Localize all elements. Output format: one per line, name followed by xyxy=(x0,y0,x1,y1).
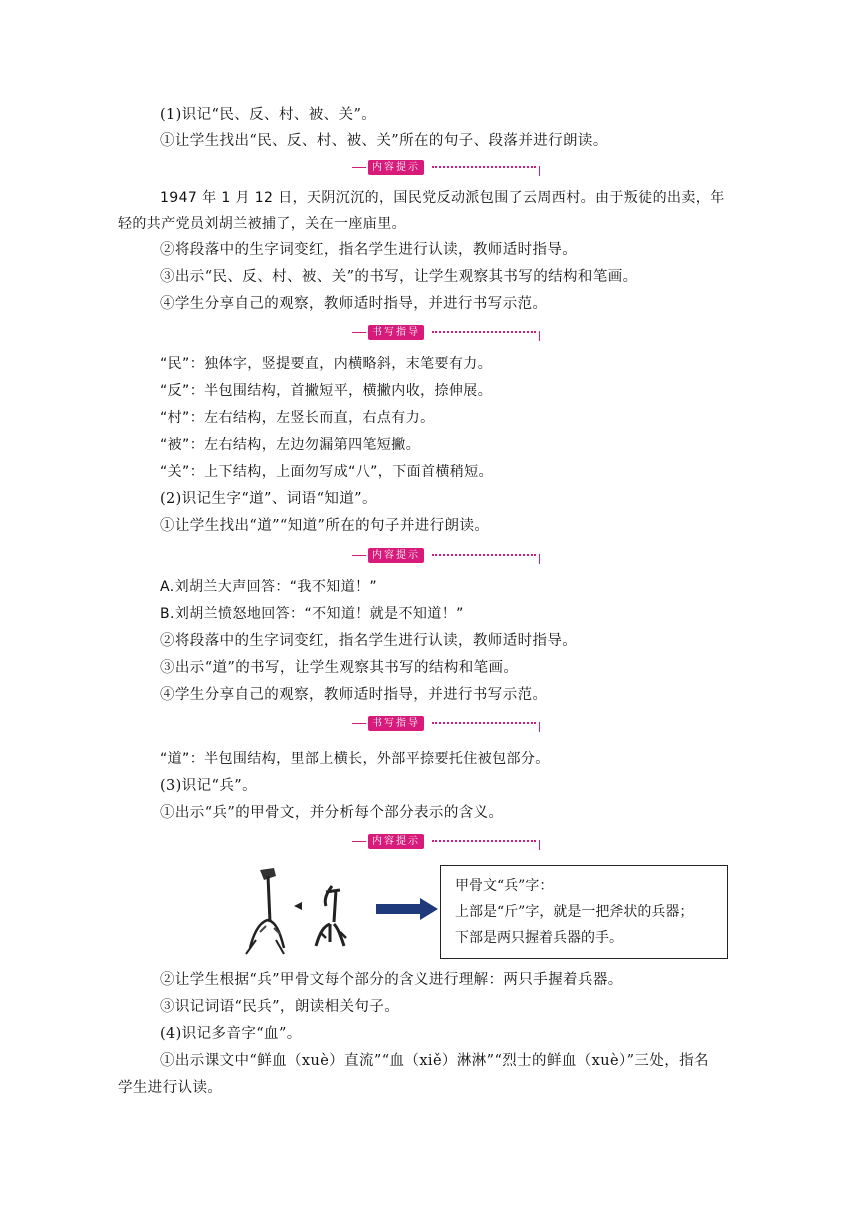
note-line: 甲骨文“兵”字： xyxy=(455,878,554,894)
quote-line: B.刘胡兰愤怒地回答：“不知道！就是不知道！” xyxy=(160,606,464,622)
section-heading-1: (1)识记“民、反、村、被、关”。 xyxy=(160,107,377,123)
writing-guide-banner xyxy=(352,323,542,343)
step-text: ①让学生找出“民、反、村、被、关”所在的句子、段落并进行朗读。 xyxy=(160,133,608,149)
writing-guide-label: 书写指导 xyxy=(368,716,424,731)
note-line: 下部是两只握着兵器的手。 xyxy=(455,930,623,946)
step-text: ②将段落中的生字词变红，指名学生进行认读，教师适时指导。 xyxy=(160,242,578,258)
writing-guide-label: 书写指导 xyxy=(368,325,424,340)
step-text: ①出示课文中“鲜血（xuè）直流”“血（xiě）淋淋”“烈士的鲜血（xuè）”三处，指名 xyxy=(160,1053,709,1069)
step-text: ③识记词语“民兵”，朗读相关句子。 xyxy=(160,999,400,1015)
note-line: 上部是“斤”字，就是一把斧状的兵器； xyxy=(455,904,694,920)
step-text: ②将段落中的生字词变红，指名学生进行认读，教师适时指导。 xyxy=(160,633,578,649)
step-text: 学生进行认读。 xyxy=(118,1080,223,1096)
step-text: ②让学生根据“兵”甲骨文每个部分的含义进行理解：两只手握着兵器。 xyxy=(160,972,623,988)
quote-line: 轻的共产党员刘胡兰被捕了，关在一座庙里。 xyxy=(118,216,406,232)
content-hint-label: 内容提示 xyxy=(368,548,424,563)
content-hint-banner xyxy=(352,546,542,566)
step-text: ④学生分享自己的观察，教师适时指导，并进行书写示范。 xyxy=(160,687,548,703)
step-text: ①出示“兵”的甲骨文，并分析每个部分表示的含义。 xyxy=(160,805,504,821)
oracle-bone-figure xyxy=(240,862,736,962)
writing-note: “民”：独体字，竖提要直，内横略斜，末笔要有力。 xyxy=(160,356,493,372)
step-text: ③出示“道”的书写，让学生观察其书写的结构和笔画。 xyxy=(160,660,519,676)
writing-note: “道”：半包围结构，里部上横长，外部平捺要托住被包部分。 xyxy=(160,751,550,767)
content-hint-label: 内容提示 xyxy=(368,160,424,175)
writing-note: “被”：左右结构，左边勿漏第四笔短撇。 xyxy=(160,437,421,453)
content-hint-banner xyxy=(352,158,542,178)
oracle-bone-bing-image xyxy=(240,862,368,958)
writing-note: “村”：左右结构，左竖长而直，右点有力。 xyxy=(160,410,435,426)
oracle-bone-note-box xyxy=(440,865,728,959)
step-text: ③出示“民、反、村、被、关”的书写，让学生观察其书写的结构和笔画。 xyxy=(160,269,638,285)
writing-note: “反”：半包围结构，首撇短平，横撇内收，捺伸展。 xyxy=(160,383,493,399)
writing-guide-banner xyxy=(352,714,542,734)
writing-note: “关”：上下结构，上面勿写成“八”，下面首横稍短。 xyxy=(160,464,494,480)
quote-line: 1947 年 1 月 12 日，天阴沉沉的，国民党反动派包围了云周西村。由于叛徒的出卖，年 xyxy=(160,190,725,206)
step-text: ①让学生找出“道”“知道”所在的句子并进行朗读。 xyxy=(160,518,490,534)
section-heading-2: (2)识记生字“道”、词语“知道”。 xyxy=(160,491,377,507)
arrow-right-icon xyxy=(376,898,438,920)
section-heading-4: (4)识记多音字“血”。 xyxy=(160,1026,302,1042)
section-heading-3: (3)识记“兵”。 xyxy=(160,778,257,794)
step-text: ④学生分享自己的观察，教师适时指导，并进行书写示范。 xyxy=(160,296,548,312)
content-hint-label: 内容提示 xyxy=(368,834,424,849)
content-hint-banner xyxy=(352,832,542,852)
quote-line: A.刘胡兰大声回答：“我不知道！” xyxy=(160,579,378,595)
